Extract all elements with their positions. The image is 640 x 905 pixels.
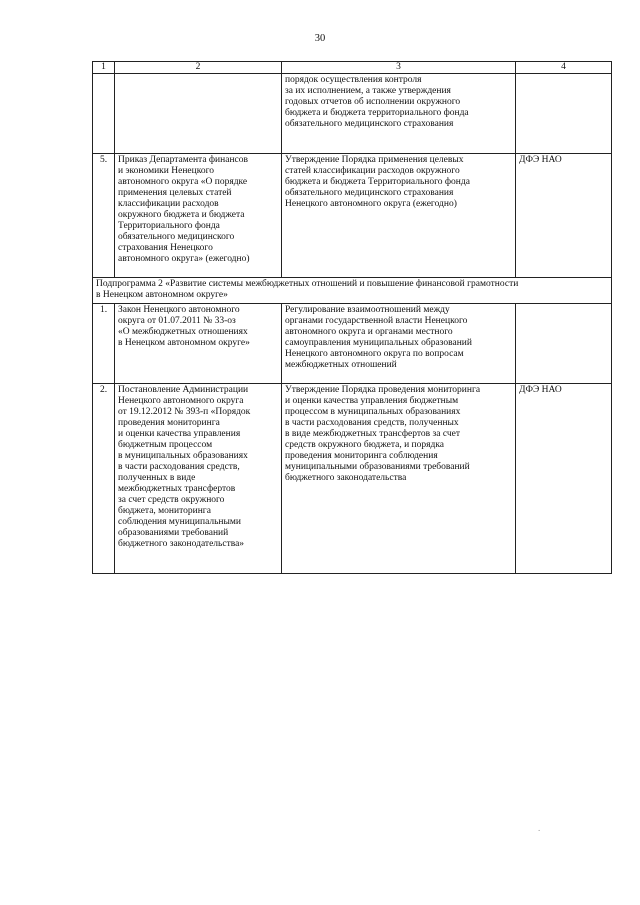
document-cell — [115, 74, 282, 154]
subprogram-row — [93, 278, 612, 304]
executor-text: ДФЭ НАО — [519, 385, 562, 395]
table-row — [93, 154, 612, 278]
column-header: 3 — [282, 62, 516, 74]
purpose-text: порядок осуществления контроля за их исполнением, а также утверждения годовых отчетов об исполнении окружного бюджета и бюджета территориального фонда обязательного медицинского страхования — [285, 75, 469, 129]
table-row — [93, 74, 612, 154]
executor-cell — [516, 304, 612, 384]
page-number: 30 — [314, 33, 326, 44]
purpose-text: Утверждение Порядка применения целевых статей классификации расходов окружного бюджета и бюджета Территориального фонда обязательного медицинского страхования Ненецкого автономного округа (ежегодно) — [285, 155, 470, 209]
row-number: 1. — [93, 304, 115, 384]
table-row — [93, 384, 612, 574]
purpose-text: Регулирование взаимоотношений между органами государственной власти Ненецкого автономного округа и органами местного самоуправления муниципальных образований Ненецкого автономного округа по вопросам межбюджетных отношений — [285, 305, 472, 370]
document-cell — [115, 384, 282, 574]
document-cell — [115, 304, 282, 384]
row-number — [93, 74, 115, 154]
executor-text: ДФЭ НАО — [519, 155, 562, 165]
column-header: 1 — [93, 62, 115, 74]
row-number: 2. — [93, 384, 115, 574]
executor-cell — [516, 384, 612, 574]
document-text: Постановление Администрации Ненецкого автономного округа от 19.12.2012 № 393-п «Порядок проведения мониторинга и оценки качества управления бюджетным процессом в муниципальных образованиях в части расходования средств, полученных в виде межбюджетных трансфертов за счет средств окружного бюджета, мониторинга соблюдения муниципальными образованиями требований бюджетного законодательства» — [118, 385, 251, 549]
column-header: 4 — [516, 62, 612, 74]
executor-cell — [516, 74, 612, 154]
document-text: Приказ Департамента финансов и экономики Ненецкого автономного округа «О порядке применения целевых статей классификации расходов окружного бюджета и бюджета Территориального фонда обязательного медицинского страхования Ненецкого автономного округа» (ежегодно) — [118, 155, 250, 264]
column-header: 2 — [115, 62, 282, 74]
document-text: Закон Ненецкого автономного округа от 01.07.2011 № 33-оз «О межбюджетных отношениях в Ненецком автономном округе» — [118, 305, 250, 348]
table-header-row — [93, 62, 612, 74]
executor-cell — [516, 154, 612, 278]
document-cell — [115, 154, 282, 278]
purpose-text: Утверждение Порядка проведения мониторинга и оценки качества управления бюджетным процессом в муниципальных образованиях в части расходования средств, полученных в виде межбюджетных трансфертов за счет средств окружного бюджета, и порядка проведения мониторинга соблюдения муниципальными образованиями требований бюджетного законодательства — [285, 385, 481, 483]
purpose-cell — [282, 304, 516, 384]
subprogram-text: Подпрограмма 2 «Развитие системы межбюджетных отношений и повышение финансовой грамотности в Ненецком автономном округе» — [96, 279, 519, 300]
legal-acts-table — [92, 61, 612, 574]
purpose-cell — [282, 74, 516, 154]
row-number: 5. — [93, 154, 115, 278]
purpose-cell — [282, 384, 516, 574]
subprogram-title — [93, 278, 612, 304]
purpose-cell — [282, 154, 516, 278]
scan-mark: . — [538, 823, 541, 833]
table-row — [93, 304, 612, 384]
